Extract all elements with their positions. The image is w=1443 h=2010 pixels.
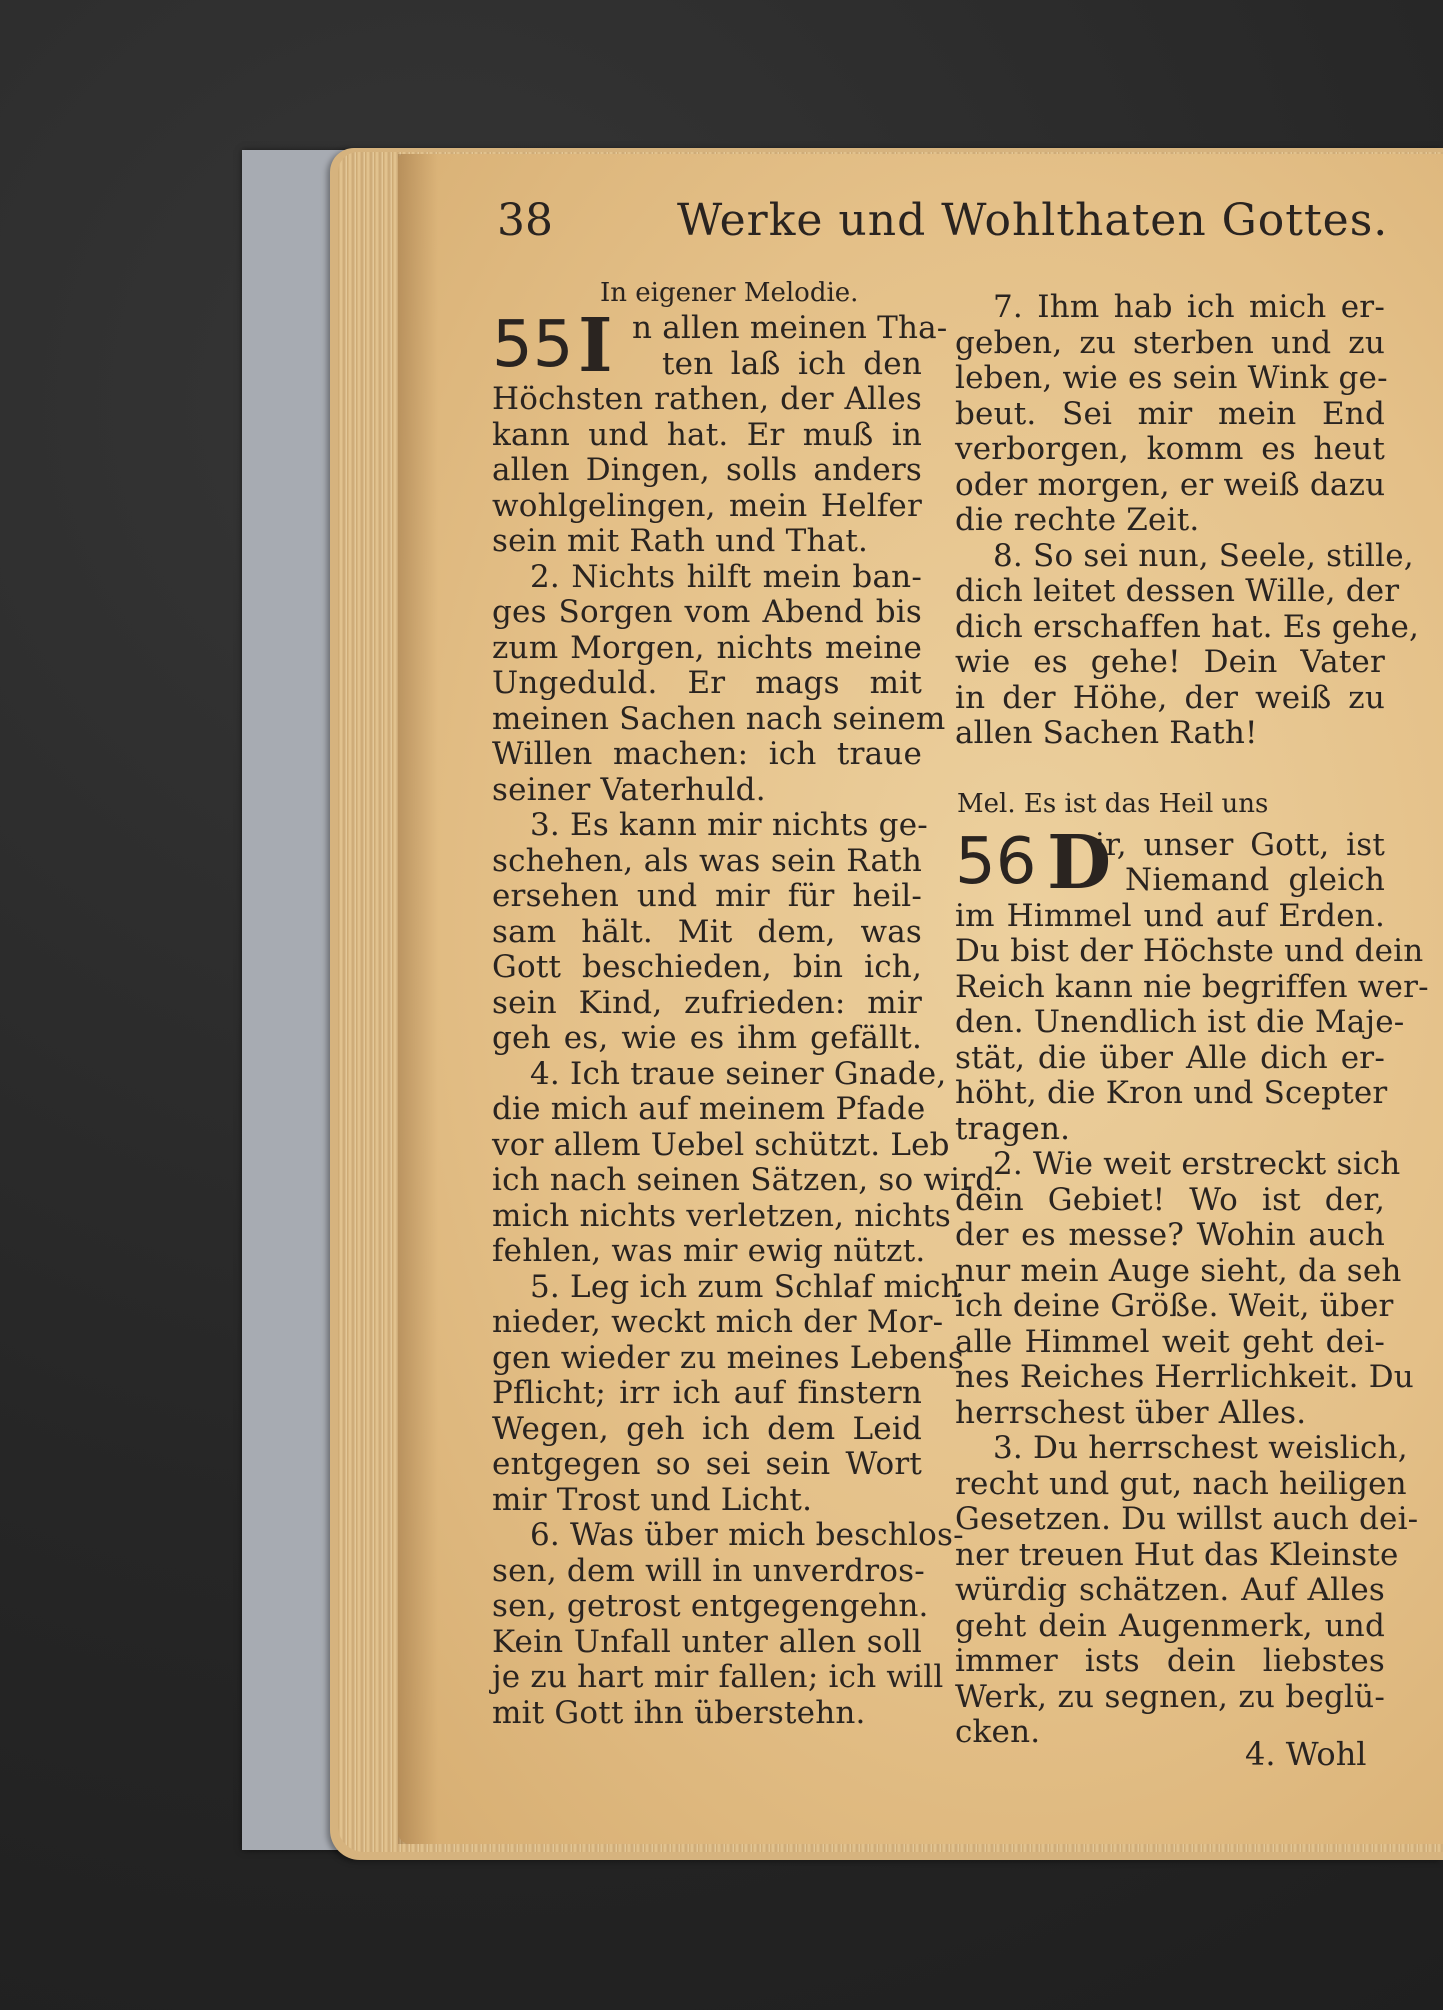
- text-line: tragen.: [955, 1110, 1071, 1147]
- text-line: je zu hart mir fallen; ich will: [492, 1659, 944, 1695]
- text-line: schehen, als was sein Rath: [492, 842, 922, 879]
- text-line: ner treuen Hut das Kleinste: [955, 1536, 1399, 1573]
- text-line: allen Sachen Rath!: [955, 715, 1258, 751]
- text-line: mir Trost und Licht.: [492, 1481, 813, 1518]
- text-line: wie es gehe! Dein Vater: [955, 644, 1385, 680]
- melody-heading-55: In eigener Melodie.: [600, 278, 859, 308]
- text-line: Willen machen: ich traue: [492, 736, 922, 772]
- hymn-number-56: 56: [955, 824, 1037, 899]
- text-line: sen, dem will in unverdros-: [492, 1552, 925, 1589]
- text-line: 3. Es kann mir nichts ge-: [530, 807, 928, 843]
- right-column: [955, 289, 1429, 1751]
- text-line: herrschest über Alles.: [955, 1394, 1307, 1431]
- text-line: sein Kind, zufrieden: mir: [492, 984, 922, 1021]
- text-line: ersehen und mir für heil-: [492, 878, 922, 914]
- text-line: Gott beschieden, bin ich,: [492, 949, 922, 985]
- catchword: 4. Wohl: [1245, 1735, 1367, 1773]
- text-line: recht und gut, nach heiligen: [955, 1465, 1407, 1502]
- page-title: Werke und Wohlthaten Gottes.: [677, 195, 1389, 246]
- text-line: kann und hat. Er muß in: [492, 416, 922, 453]
- text-line: dich leitet dessen Wille, der: [955, 573, 1400, 609]
- text-line: 2. Wie weit erstreckt sich: [993, 1146, 1401, 1182]
- text-line: alle Himmel weit geht dei-: [955, 1323, 1385, 1360]
- text-line: 4. Ich traue seiner Gnade,: [530, 1055, 947, 1092]
- text-line: 3. Du herrschest weislich,: [993, 1430, 1408, 1466]
- text-line: 8. So sei nun, Seele, stille,: [993, 537, 1414, 574]
- text-line: mich nichts verletzen, nichts: [492, 1197, 952, 1234]
- text-line: dich erschaffen hat. Es gehe,: [955, 608, 1420, 645]
- text-line: im Himmel und auf Erden.: [955, 897, 1385, 934]
- page-number: 38: [497, 195, 553, 246]
- text-line: ges Sorgen vom Abend bis: [492, 594, 922, 630]
- text-line: zum Morgen, nichts meine: [492, 629, 922, 666]
- text-line: 6. Was über mich beschlos-: [530, 1517, 964, 1553]
- text-line: gen wieder zu meines Lebens: [492, 1339, 964, 1376]
- text-line: sam hält. Mit dem, was: [492, 913, 922, 950]
- text-line: nieder, weckt mich der Mor-: [492, 1304, 944, 1340]
- text-line: oder morgen, er weiß dazu: [955, 466, 1386, 503]
- text-line: n allen meinen Tha-: [632, 310, 948, 346]
- text-line: Du bist der Höchste und dein: [955, 933, 1424, 969]
- text-line: seiner Vaterhuld.: [492, 771, 766, 808]
- text-line: verborgen, komm es heut: [955, 431, 1385, 467]
- text-line: fehlen, was mir ewig nützt.: [492, 1233, 926, 1269]
- text-line: den. Unendlich ist die Maje-: [955, 1004, 1405, 1040]
- text-line: immer ists dein liebstes: [955, 1643, 1385, 1679]
- text-line: sen, getrost entgegengehn.: [492, 1588, 929, 1624]
- drop-initial-55: I: [578, 303, 613, 389]
- text-line: die mich auf meinem Pfade: [492, 1091, 926, 1127]
- text-line: höht, die Kron und Scepter: [955, 1075, 1388, 1111]
- text-line: vor allem Uebel schützt. Leb: [492, 1126, 950, 1163]
- hymn-number-55: 55: [492, 308, 574, 382]
- text-line: leben, wie es sein Wink ge-: [955, 360, 1388, 396]
- text-line: der es messe? Wohin auch: [955, 1217, 1385, 1253]
- text-line: ir, unser Gott, ist: [1095, 826, 1385, 863]
- text-line: Pflicht; irr ich auf finstern: [492, 1375, 922, 1411]
- text-line: in der Höhe, der weiß zu: [955, 679, 1385, 716]
- text-line: ten laß ich den: [662, 345, 922, 382]
- text-line: beut. Sei mir mein End: [955, 395, 1385, 432]
- text-line: Wegen, geh ich dem Leid: [492, 1410, 922, 1447]
- text-line: Gesetzen. Du willst auch dei-: [955, 1501, 1419, 1537]
- page-gutter-shadow: [398, 154, 438, 1844]
- text-line: wohlgelingen, mein Helfer: [492, 487, 922, 524]
- text-line: Kein Unfall unter allen soll: [492, 1623, 922, 1660]
- text-line: ich nach seinen Sätzen, so wird: [492, 1162, 996, 1198]
- text-line: 7. Ihm hab ich mich er-: [993, 289, 1385, 325]
- text-line: meinen Sachen nach seinem: [492, 700, 946, 737]
- hymn-55-start: [492, 303, 948, 389]
- text-line: Werk, zu segnen, zu beglü-: [955, 1678, 1385, 1715]
- text-line: sein mit Rath und That.: [492, 523, 869, 559]
- text-line: geh es, wie es ihm gefällt.: [492, 1020, 922, 1056]
- text-line: die rechte Zeit.: [955, 502, 1200, 538]
- text-line: stät, die über Alle dich er-: [955, 1039, 1385, 1076]
- melody-heading-56: Mel. Es ist das Heil uns: [957, 788, 1269, 819]
- text-line: allen Dingen, solls anders: [492, 452, 922, 488]
- text-line: nes Reiches Herrlichkeit. Du: [955, 1359, 1414, 1395]
- text-line: Reich kann nie begriffen wer-: [955, 968, 1429, 1005]
- text-line: geben, zu sterben und zu: [955, 324, 1385, 361]
- text-line: ich deine Größe. Weit, über: [955, 1288, 1394, 1324]
- text-line: Ungeduld. Er mags mit: [492, 665, 922, 701]
- text-line: Höchsten rathen, der Alles: [492, 381, 922, 417]
- text-line: geht dein Augenmerk, und: [955, 1607, 1385, 1644]
- text-line: nur mein Auge sieht, da seh: [955, 1252, 1402, 1289]
- text-line: entgegen so sei sein Wort: [492, 1446, 922, 1482]
- text-line: 2. Nichts hilft mein ban-: [530, 558, 922, 595]
- text-line: würdig schätzen. Auf Alles: [955, 1572, 1385, 1608]
- running-head: [497, 195, 1389, 265]
- hymn-56-start: [955, 819, 1385, 906]
- text-line: 5. Leg ich zum Schlaf mich: [530, 1268, 961, 1305]
- text-line: cken.: [955, 1714, 1041, 1750]
- hymn-56-body: [955, 897, 1429, 1751]
- text-line: Niemand gleich: [1125, 862, 1385, 898]
- text-line: dein Gebiet! Wo ist der,: [955, 1181, 1385, 1218]
- spacer: [955, 752, 1385, 786]
- drop-initial-56: D: [1047, 819, 1112, 906]
- hymn-55-continuation: [955, 289, 1420, 752]
- text-line: mit Gott ihn überstehn.: [492, 1694, 866, 1731]
